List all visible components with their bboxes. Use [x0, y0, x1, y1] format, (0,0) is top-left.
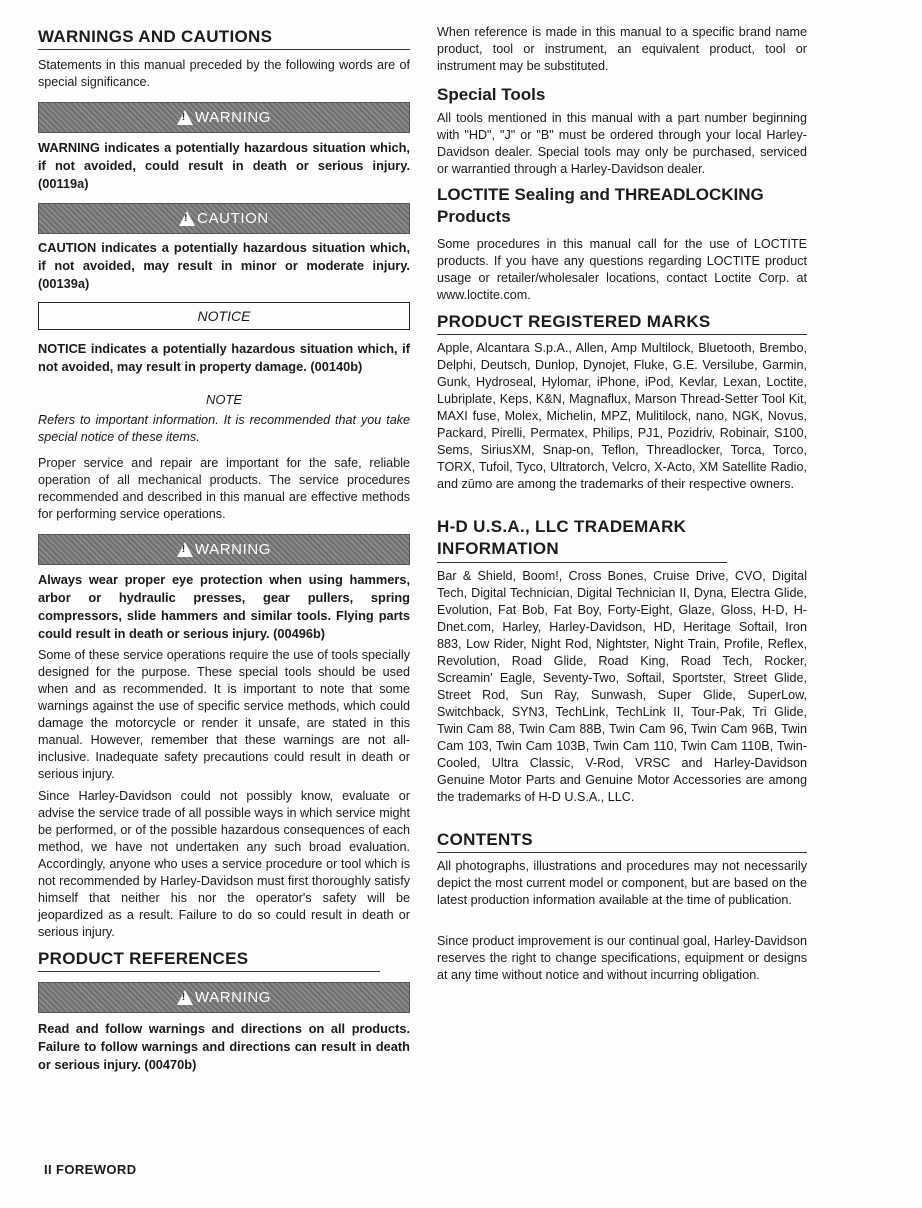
warning-banner	[38, 982, 410, 1013]
notice-box: NOTICE	[38, 302, 410, 330]
loctite-heading: LOCTITE Sealing and THREADLOCKING Products	[437, 185, 764, 226]
contents-heading: CONTENTS	[437, 829, 807, 853]
caution-banner-label: CAUTION	[197, 210, 269, 227]
caution-triangle-icon	[179, 211, 195, 226]
proper-service-paragraph: Proper service and repair are important for the safe, reliable operation of all mechanical products. The service procedures recommended and described in this manual are effective methods for performing service operations.	[38, 456, 410, 521]
reference-paragraph: When reference is made in this manual to a specific brand name product, tool or instrument, an equivalent product, tool or instrument may be substituted.	[437, 25, 807, 73]
registered-marks-heading: PRODUCT REGISTERED MARKS	[437, 311, 807, 335]
note-definition: Refers to important information. It is recommended that you take special notice of these items.	[38, 413, 410, 444]
trademark-text: Bar & Shield, Boom!, Cross Bones, Cruise Drive, CVO, Digital Tech, Digital Technician, Digital Technician II, Dyna, Electra Glide, Evolution, Fat Bob, Fat Boy, Forty-Eight, Glaze, Gloss, H-D, H-Dnet.com, Harley, Harley-Davidson, HD, Heritage Softail, Iron 883, Low Rider, Night Rod, Nightster, Night Train, Profile, Reflex, Revolution, Road Glide, Road King, Road Tech, Rocker, Screamin' Eagle, Seventy-Two, Softail, Sportster, Street Glide, Street Rod, Sun Ray, Sunwash, Super Glide, SuperLow, Switchback, SYN3, TechLink, TechLink II, Tour-Pak, Tri Glide, Twin Cam 88, Twin Cam 88B, Twin Cam 96, Twin Cam 96B, Twin Cam 103, Twin Cam 103B, Twin Cam 110, Twin Cam 110B, Twin-Cooled, Ultra Classic, V-Rod, VRSC and Harley-Davidson Genuine Motor Parts and Genuine Motor Accessories are among the trademarks of H-D U.S.A., LLC.	[437, 569, 807, 804]
warning-triangle-icon	[177, 110, 193, 125]
warning-banner	[38, 534, 410, 565]
warning-banner-label: WARNING	[194, 989, 272, 1006]
caution-banner	[38, 203, 410, 234]
eye-protection-warning: Always wear proper eye protection when using hammers, arbor or hydraulic presses, gear pullers, spring compressors, slide hammers and similar tools. Flying parts could result in death or serious injury. (00496b)	[38, 572, 410, 641]
warning-triangle-icon	[177, 542, 193, 557]
since-hd-paragraph: Since Harley-Davidson could not possibly know, evaluate or advise the service trade of all possible ways in which service might be performed, or of the possible hazardous consequences of each method, we have not undertaken any such broad evaluation. Accordingly, anyone who uses a service procedure or tool which is not recommended by Harley-Davidson must first thoroughly satisfy himself that neither his nor the operator's safety will be jeopardized as a result. Failure to do so could result in death or serious injury.	[38, 789, 410, 939]
notice-definition: NOTICE indicates a potentially hazardous situation which, if not avoided, may result in property damage. (00140b)	[38, 341, 410, 374]
warning-triangle-icon	[177, 990, 193, 1005]
registered-marks-text: Apple, Alcantara S.p.A., Allen, Amp Multilock, Bluetooth, Brembo, Delphi, Deutsch, Dunlop, Dynojet, Fluke, G.E. Versilube, Garmin, Gunk, Hydroseal, Hylomar, iPhone, iPod, Kevlar, Lexan, Loctite, Lubriplate, Keps, K&N, Magnaflux, Marson Thread-Setter Tool Kit, MAXI fuse, Molex, Michelin, MPZ, Mulitilock, nano, NGK, Novus, Packard, Pirelli, Permatex, Philips, PJ1, Pozidriv, Robinair, S100, Sems, SiriusXM, Snap-on, Teflon, Threadlocker, Torca, Torco, TORX, Tufoil, Tyco, Ultratorch, Velcro, X-Acto, XM Satellite Radio, and zūmo are among the trademarks of their respective owners.	[437, 341, 807, 491]
warnings-heading: WARNINGS AND CAUTIONS	[38, 26, 410, 50]
warning-banner-label: WARNING	[194, 109, 272, 126]
product-references-heading: PRODUCT REFERENCES	[38, 948, 380, 972]
page-footer: II FOREWORD	[44, 1162, 137, 1177]
intro-paragraph: Statements in this manual preceded by the following words are of special significance.	[38, 58, 410, 89]
special-tools-heading: Special Tools	[437, 85, 546, 104]
trademark-heading: H-D U.S.A., LLC TRADEMARK INFORMATION	[437, 516, 727, 563]
read-warnings-text: Read and follow warnings and directions on all products. Failure to follow warnings and directions can result in death or serious injury. (00470b)	[38, 1021, 410, 1072]
note-label: NOTE	[205, 392, 243, 407]
loctite-text: Some procedures in this manual call for the use of LOCTITE products. If you have any questions regarding LOCTITE product usage or retailer/wholesaler locations, contact Loctite Corp. at www.loctite.com.	[437, 237, 807, 302]
warning-banner	[38, 102, 410, 133]
warning-definition: WARNING indicates a potentially hazardous situation which, if not avoided, could result in death or serious injury. (00119a)	[38, 140, 410, 191]
warning-banner-label: WARNING	[194, 541, 272, 558]
contents-text-1: All photographs, illustrations and procedures may not necessarily depict the most current model or component, but are based on the latest production information available at the time of publication.	[437, 859, 807, 907]
special-tools-paragraph: Some of these service operations require the use of tools specially designed for the purpose. These special tools should be used when and as recommended. It is important to note that some warnings against the use of specific service methods, which could damage the motorcycle or render it unsafe, are stated in this manual. However, remember that these warnings are not all-inclusive. Inadequate safety precautions could result in death or serious injury.	[38, 648, 410, 781]
caution-definition: CAUTION indicates a potentially hazardous situation which, if not avoided, may result in minor or moderate injury. (00139a)	[38, 240, 410, 291]
contents-text-2: Since product improvement is our continual goal, Harley-Davidson reserves the right to change specifications, equipment or designs at any time without notice and without incurring obligation.	[437, 934, 807, 982]
special-tools-text: All tools mentioned in this manual with a part number beginning with "HD", "J" or "B" must be ordered through your local Harley-Davidson dealer. Special tools may only be purchased, serviced or warrantied through a Harley-Davidson dealer.	[437, 111, 807, 176]
